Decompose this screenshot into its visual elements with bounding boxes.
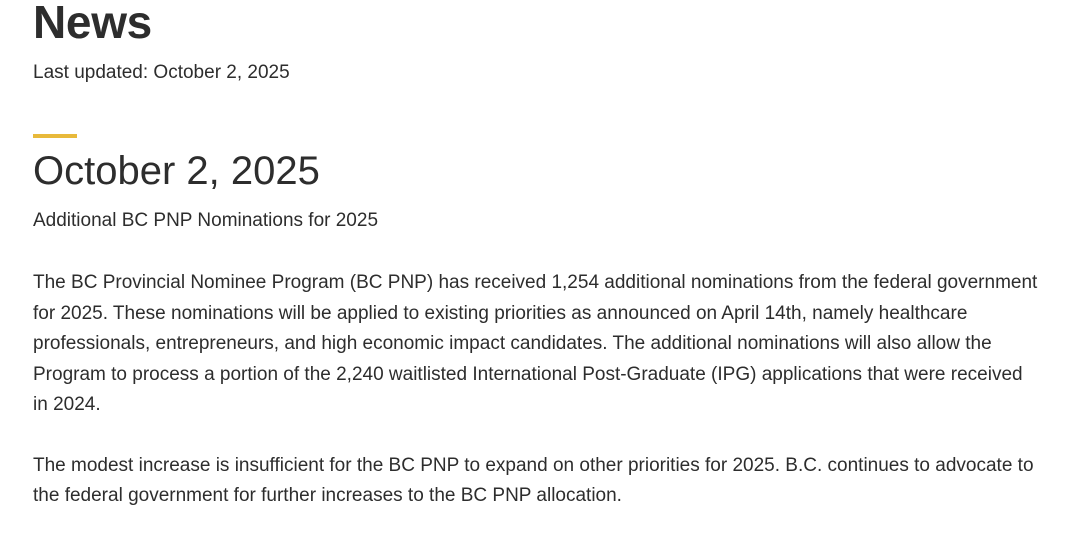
news-entry-date: October 2, 2025: [33, 149, 320, 193]
news-entry-subtitle: Additional BC PNP Nominations for 2025: [33, 210, 379, 231]
last-updated-text: Last updated: October 2, 2025: [33, 62, 290, 83]
news-paragraph: The modest increase is insufficient for the BC PNP to expand on other priorities for 2025. B.C. continues to advocate to the federal government for further increases to the BC PNP allocation.: [33, 454, 1034, 506]
news-paragraph: The BC Provincial Nominee Program (BC PNP) has received 1,254 additional nominations from the federal government for 2025. These nominations will be applied to existing priorities as announced on April 14th, namely healthcare professionals, entrepreneurs, and high economic impact candidates. The additional nominations will also allow the Program to process a portion of the 2,240 waitlisted International Post-Graduate (IPG) applications that were received in 2024.: [33, 272, 1038, 415]
news-entry-body: [33, 268, 1038, 542]
section-accent-divider: [33, 134, 77, 138]
page-title: News: [33, 0, 152, 48]
